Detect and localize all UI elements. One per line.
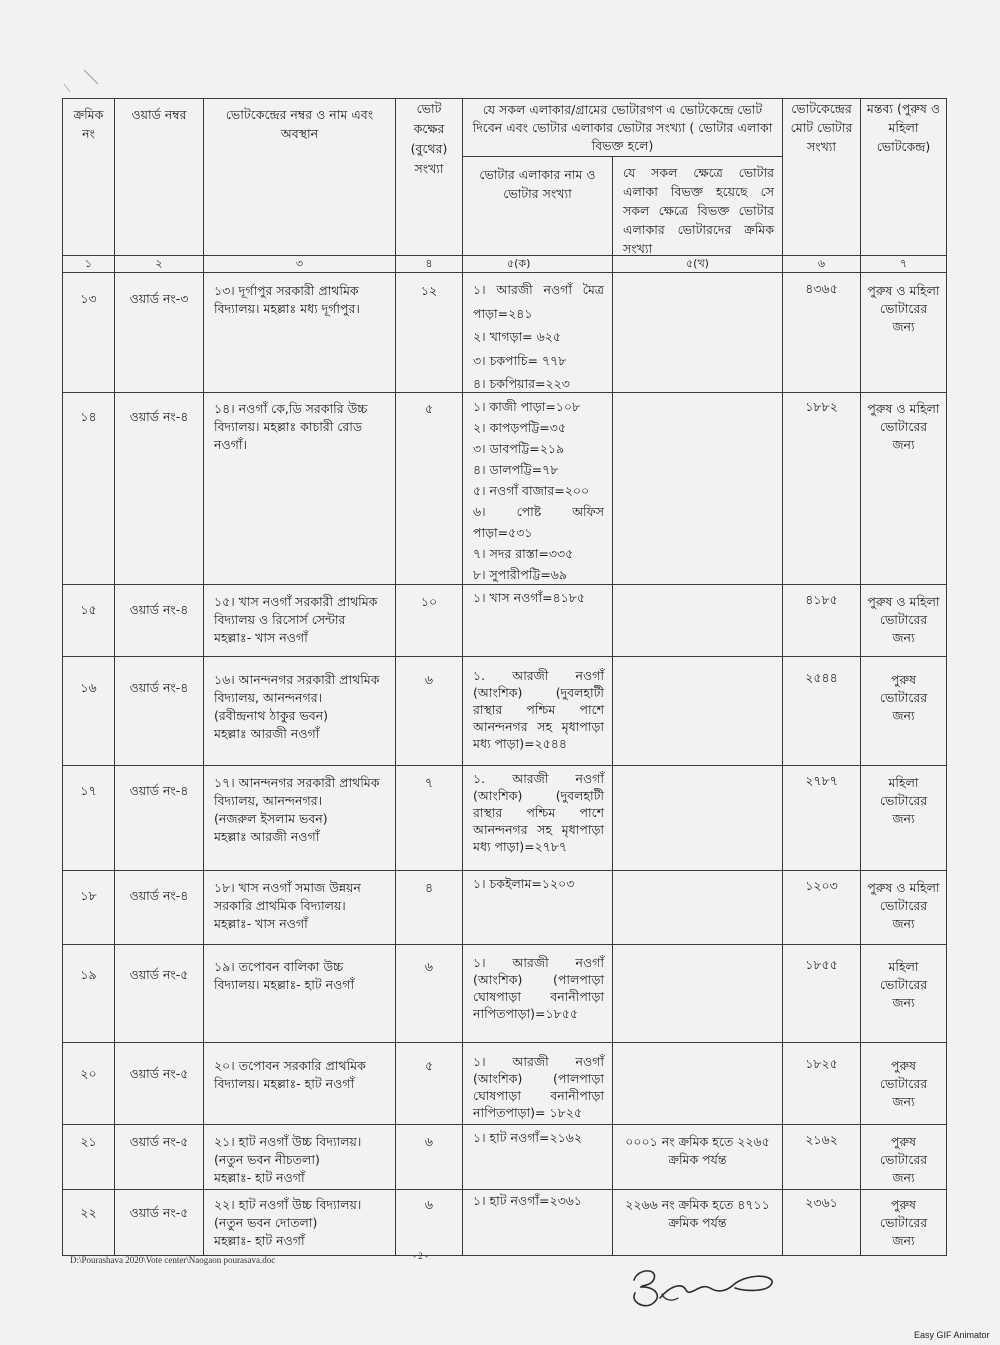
remark-cell [861,1190,947,1256]
area-item: ১। হাট নওগাঁ=২১৬২ [473,1130,582,1145]
serial-number: ১৪ [80,409,97,424]
split-range [613,273,782,392]
column-number-cell [63,256,115,273]
area-list [463,1125,612,1189]
center-line: ১৮। খাস নওগাঁ সমাজ উন্নয়ন সরকারি প্রাথমিক বিদ্যালয়। [214,880,361,913]
column-number-row [63,256,947,273]
total-voters: ২৩৬১ [805,1195,838,1210]
column-number-cell [204,256,396,273]
ward-number: ওয়ার্ড নং-৪ [129,888,189,903]
column-number: ২ [155,257,163,270]
center-line: ১৩। দূর্গাপুর সরকারী প্রাথমিক বিদ্যালয়। মহল্লাঃ মধ্য দূর্গাপুর। [214,283,360,316]
booth-count-cell [396,766,463,871]
header-area-names-cell [463,156,613,255]
center-name [204,871,395,944]
column-number: ১ [84,257,93,270]
center-name-cell [204,1125,396,1190]
center-line: (নজরুল ইসলাম ভবন) [214,811,328,826]
area-list [463,657,612,765]
split-range: ০০০১ নং ক্রমিক হতে ২২৬৫ ক্রমিক পর্যন্ত [625,1134,770,1167]
area-list-cell [463,1043,613,1125]
total-voters: ২৫৪৪ [805,670,838,685]
split-range-cell [613,871,783,945]
table-row [63,945,947,1043]
area-item: ১। কাজী পাড়া=১০৮ [473,399,581,414]
remark: মহিলা ভোটারের জন্য [879,959,928,1010]
center-name-cell [204,393,396,585]
serial-number-cell [63,657,115,766]
area-item: ৬। পোষ্ট অফিস পাড়া=৫৩১ [473,504,604,540]
header-center: ভোটকেন্দ্রের নম্বর ও নাম এবং অবস্থান [225,107,374,141]
column-number-cell [861,256,947,273]
total-voters-cell [783,766,861,871]
total-voters: ১৮৫৫ [805,957,838,972]
ward-number-cell [115,945,204,1043]
header-booths-cell [396,99,463,256]
split-range [613,945,782,1042]
split-range-cell [613,766,783,871]
area-list-cell [463,1125,613,1190]
column-number-cell [783,256,861,273]
booth-count-cell [396,1125,463,1190]
watermark: Easy GIF Animator [914,1330,990,1340]
split-range-cell [613,945,783,1043]
header-row [63,99,947,157]
remark-cell [861,1125,947,1190]
booth-count: ৬ [424,1134,434,1149]
split-range-cell [613,1125,783,1190]
table-row [63,1190,947,1256]
area-item: ১। আরজী নওগাঁ (আংশিক) (পালপাড়া ঘোষপাড়া বনানীপাড়া নাপিতপাড়া)=১৮৫৫ [473,955,604,1021]
total-voters-cell [783,393,861,585]
ward-number-cell [115,871,204,945]
area-list [463,585,612,656]
booth-count-cell [396,393,463,585]
split-range [613,393,782,584]
serial-number: ১৬ [80,680,97,695]
total-voters: ৪৩৬৫ [805,281,838,296]
header-booths: ভোট কক্ষের (বুথের) সংখ্যা [410,101,448,176]
center-line: ১৭। আনন্দনগর সরকারী প্রাথমিক বিদ্যালয়, আনন্দনগর। [214,775,380,808]
remark-cell [861,585,947,657]
center-name [204,393,395,584]
booth-count-cell [396,1190,463,1256]
column-number: ৭ [899,257,908,270]
ward-number: ওয়ার্ড নং-৫ [129,1066,189,1081]
remark: মহিলা ভোটারের জন্য [879,775,928,826]
area-item: ২। খাগড়া= ৬২৫ [473,329,561,344]
remark: পুরুষ ও মহিলা ভোটারের জন্য [867,283,940,334]
table-row [63,1043,947,1125]
total-voters-cell [783,585,861,657]
booth-count: ৬ [424,959,434,974]
split-range-cell [613,657,783,766]
split-range [613,657,782,765]
center-line: (রবীন্দ্রনাথ ঠাকুর ভবন) [214,708,329,723]
remark-cell [861,766,947,871]
center-name-cell [204,871,396,945]
column-number-cell [115,256,204,273]
ward-number: ওয়ার্ড নং-৫ [129,1205,189,1220]
split-range [613,585,782,656]
serial-number-cell [63,1125,115,1190]
total-voters: ১২০৩ [805,878,838,893]
serial-number-cell [63,1190,115,1256]
center-line: ১৫। খাস নওগাঁ সরকারী প্রাথমিক বিদ্যালয় ও রিসোর্স সেন্টার [214,594,378,627]
column-number: ৬ [817,257,826,270]
center-line: ১৯। তপোবন বালিকা উচ্চ বিদ্যালয়। মহল্লাঃ- হাট নওগাঁ [214,959,355,992]
table-row [63,871,947,945]
center-name [204,766,395,870]
booth-count: ৭ [424,775,434,790]
total-voters: ২১৬২ [805,1132,838,1147]
remark-cell [861,657,947,766]
center-line: মহল্লাঃ আরজী নওগাঁ [214,829,320,844]
table-row [63,273,947,393]
area-list-cell [463,945,613,1043]
area-item: ৩। ডাবপট্টি=২১৯ [473,441,565,456]
area-item: ১। খাস নওগাঁ=৪১৮৫ [473,590,586,605]
split-range [613,1043,782,1124]
total-voters-cell [783,1125,861,1190]
center-name-cell [204,945,396,1043]
center-line: মহল্লাঃ আরজী নওগাঁ [214,726,320,741]
center-line: ২২। হাট নওগাঁ উচ্চ বিদ্যালয়। [214,1197,362,1212]
remark: পুরুষ ও মহিলা ভোটারের জন্য [867,401,940,452]
ward-number: ওয়ার্ড নং-৩ [129,291,189,306]
area-item: ১। আরজী নওগাঁ মৈত্র পাড়া=২৪১ [473,282,604,321]
area-list [463,273,612,392]
total-voters-cell [783,1190,861,1256]
center-name [204,273,395,392]
total-voters-cell [783,273,861,393]
ward-number: ওয়ার্ড নং-৪ [129,783,189,798]
center-line: মহল্লাঃ- হাট নওগাঁ [214,1170,305,1185]
remark: পুরুষ ভোটারের জন্য [879,1058,928,1109]
area-list-cell [463,766,613,871]
area-list [463,1190,612,1255]
serial-number-cell [63,945,115,1043]
header-ward-cell [115,99,204,256]
booth-count-cell [396,585,463,657]
center-line: ২১। হাট নওগাঁ উচ্চ বিদ্যালয়। [214,1134,362,1149]
center-name-cell [204,766,396,871]
booth-count-cell [396,871,463,945]
area-list-cell [463,871,613,945]
total-voters-cell [783,1043,861,1125]
booth-count: ৫ [424,1058,434,1073]
remark-cell [861,393,947,585]
column-number: ৫(খ) [686,257,709,270]
center-line: ১৬। আনন্দনগর সরকারী প্রাথমিক বিদ্যালয়, আনন্দনগর। [214,672,380,705]
table-body [63,273,947,1256]
table-row [63,766,947,871]
area-item: ১. আরজী নওগাঁ (আংশিক) (দুবলহাটী রাস্থার পশ্চিম পাশে আনন্দনগর সহ মৃধাপাড়া মধ্য পাড়া)=২৭৮৭ [473,771,604,854]
booth-count-cell [396,1043,463,1125]
serial-number: ১৭ [80,783,97,798]
area-item: ১. আরজী নওগাঁ (আংশিক) (দুবলহাটী রাস্থার পশ্চিম পাশে আনন্দনগর সহ মৃধাপাড়া মধ্য পাড়া)=২৫৪৪ [473,668,604,751]
area-list [463,393,612,584]
booth-count: ৫ [424,401,434,416]
signature [622,1260,787,1310]
area-item: ১। হাট নওগাঁ=২৩৬১ [473,1193,582,1208]
area-list-cell [463,273,613,393]
remark: পুরুষ ও মহিলা ভোটারের জন্য [867,594,940,645]
remark-cell [861,1043,947,1125]
center-name [204,1125,395,1189]
ward-number-cell [115,766,204,871]
center-line: (নতুন ভবন নীচতলা) [214,1152,320,1167]
column-number-cell [613,256,783,273]
serial-number: ১৫ [80,602,97,617]
serial-number: ১৯ [80,967,97,982]
column-number: ৪ [425,257,433,270]
remark-cell [861,871,947,945]
column-number-cell [396,256,463,273]
area-list [463,945,612,1042]
ward-number-cell [115,1125,204,1190]
serial-number-cell [63,585,115,657]
split-range-cell [613,1190,783,1256]
remark: পুরুষ ভোটারের জন্য [879,672,928,723]
vote-center-table [62,98,947,1256]
serial-number-cell [63,1043,115,1125]
column-number-cell [463,256,613,273]
remark: পুরুষ ভোটারের জন্য [879,1134,928,1185]
booth-count: ১২ [420,283,438,298]
center-line: মহল্লাঃ- খাস নওগাঁ [214,630,308,645]
header-remarks: মন্তব্য (পুরুষ ও মহিলা ভোটকেন্দ্র) [866,101,941,154]
ward-number: ওয়ার্ড নং-৪ [129,680,189,695]
center-line: ১৪। নওগাঁ কে,ডি সরকারি উচ্চ বিদ্যালয়। মহল্লাঃ কাচারী রোড নওগাঁ। [214,401,368,452]
ward-number: ওয়ার্ড নং-৪ [129,409,189,424]
table-row [63,657,947,766]
center-name [204,585,395,656]
total-voters: ১৮৮২ [805,399,838,414]
area-list-cell [463,585,613,657]
center-name-cell [204,1190,396,1256]
area-item: ৫। নওগাঁ বাজার=২০০ [473,483,590,498]
split-range: ২২৬৬ নং ক্রমিক হতে ৪৭১১ ক্রমিক পর্যন্ত [625,1197,770,1230]
total-voters: ১৮২৫ [805,1056,838,1071]
serial-number-cell [63,393,115,585]
ward-number: ওয়ার্ড নং-৪ [129,602,189,617]
column-number: ৫(ক) [507,257,531,270]
split-range [613,766,782,870]
total-voters-cell [783,945,861,1043]
header-ward: ওয়ার্ড নম্বর [131,107,187,122]
booth-count: ১০ [420,594,438,609]
area-list-cell [463,1190,613,1256]
remark: পুরুষ ভোটারের জন্য [879,1197,928,1248]
serial-number-cell [63,871,115,945]
center-name-cell [204,657,396,766]
header-areas-group-cell [463,99,783,157]
header-area-names: ভোটার এলাকার নাম ও ভোটার সংখ্যা [479,166,596,201]
header-remarks-cell [861,99,947,256]
area-item: ৩। চকপাচি= ৭৭৮ [473,352,567,368]
split-range-cell [613,1043,783,1125]
remark-cell [861,945,947,1043]
booth-count: ৬ [424,672,434,687]
ward-number-cell [115,657,204,766]
header-areas-group: যে সকল এলাকার/গ্রামের ভোটারগণ এ ভোটকেন্দ্রে ভোট দিবেন এবং ভোটার এলাকার ভোটার সংখ্যা ( ভোটার এলাকা বিভক্ত হলে) [472,102,773,153]
scan-mark [0,0,120,100]
area-list [463,766,612,870]
center-line: মহল্লাঃ- হাট নওগাঁ [214,1233,305,1248]
header-area-split: যে সকল ক্ষেত্রে ভোটার এলাকা বিভক্ত হয়েছে সে সকল ক্ষেত্রে বিভক্ত ভোটার এলাকার ভোটারদের ক্রমিক সংখ্যা [623,164,774,254]
split-range-cell [613,273,783,393]
page-number: - 2 - [413,1251,428,1261]
table-row [63,1125,947,1190]
serial-number-cell [63,766,115,871]
serial-number: ২০ [80,1066,97,1081]
area-item: ৮। সুপারীপট্টি=৬৯ [473,567,568,582]
center-line: ২০। তপোবন সরকারি প্রাথমিক বিদ্যালয়। মহল্লাঃ- হাট নওগাঁ [214,1058,366,1091]
area-item: ১। আরজী নওগাঁ (আংশিক) (পালপাড়া ঘোষপাড়া বনানীপাড়া নাপিতপাড়া)= ১৮২৫ [473,1054,604,1120]
ward-number-cell [115,393,204,585]
area-item: ২। কাপড়পট্টি=৩৫ [473,420,567,435]
split-range-cell [613,585,783,657]
split-range [613,871,782,944]
ward-number: ওয়ার্ড নং-৫ [129,1134,189,1149]
ward-number-cell [115,585,204,657]
booth-count: ৪ [424,880,434,895]
area-list-cell [463,393,613,585]
center-name [204,657,395,765]
remark: পুরুষ ও মহিলা ভোটারের জন্য [867,880,940,931]
booth-count-cell [396,945,463,1043]
area-item: ৪। ডালপট্টি=৭৮ [473,462,559,477]
ward-number: ওয়ার্ড নং-৫ [129,967,189,982]
column-number: ৩ [295,257,304,270]
serial-number-cell [63,273,115,393]
booth-count-cell [396,657,463,766]
table-row [63,585,947,657]
serial-number: ১৩ [80,291,97,306]
center-name-cell [204,1043,396,1125]
area-list [463,871,612,944]
header-serial-cell [63,99,115,256]
ward-number-cell [115,273,204,393]
booth-count: ৬ [424,1197,434,1212]
ward-number-cell [115,1043,204,1125]
total-voters-cell [783,657,861,766]
remark-cell [861,273,947,393]
serial-number: ১৮ [80,888,97,903]
center-line: মহল্লাঃ- খাস নওগাঁ [214,916,308,931]
split-range-cell [613,393,783,585]
header-total: ভোটকেন্দ্রের মোট ভোটার সংখ্যা [790,101,853,154]
header-center-cell [204,99,396,256]
total-voters: ৪১৮৫ [805,592,838,607]
total-voters-cell [783,871,861,945]
center-name [204,1190,395,1255]
booth-count-cell [396,273,463,393]
area-list [463,1043,612,1124]
file-path: D:\Pourashava 2020\Vote center\Naogaon pourasava.doc [70,1255,276,1265]
total-voters: ২৭৮৭ [805,773,838,788]
serial-number: ২১ [80,1134,97,1149]
ward-number-cell [115,1190,204,1256]
header-area-split-cell [613,156,783,255]
table-row [63,393,947,585]
serial-number: ২২ [80,1205,97,1220]
header-serial: ক্রমিক নং [73,107,104,141]
header-total-cell [783,99,861,256]
area-list-cell [463,657,613,766]
center-name [204,1043,395,1124]
area-item: ৪। চকপিয়ার=২২৩ [473,376,570,391]
area-item: ৭। সদর রাস্তা=৩৩৫ [473,546,574,561]
center-line: (নতুন ভবন দোতলা) [214,1215,318,1230]
area-item: ১। চকইলাম=১২০৩ [473,876,575,891]
center-name-cell [204,273,396,393]
center-name-cell [204,585,396,657]
center-name [204,945,395,1042]
